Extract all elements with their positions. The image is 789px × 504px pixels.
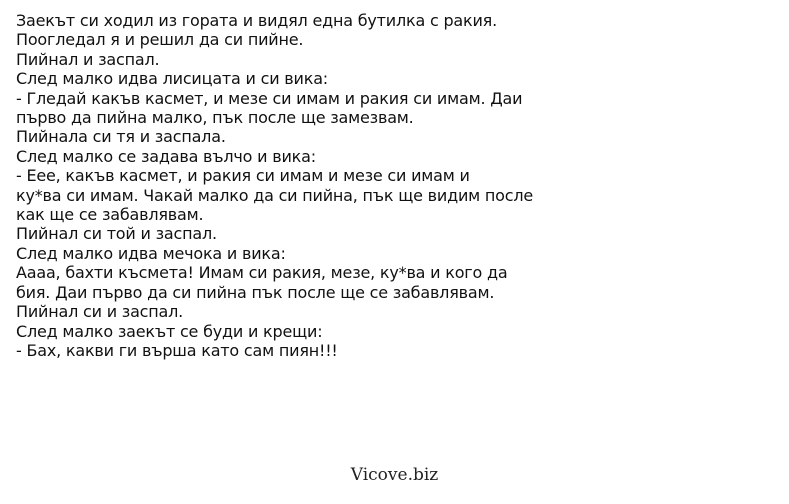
text-line: първо да пийна малко, пък после ще замезвам. bbox=[16, 108, 414, 128]
text-line: След малко идва лисицата и си вика: bbox=[16, 69, 328, 89]
text-line: Аааа, бахти късмета! Имам си ракия, мезе, ку*ва и кого да bbox=[16, 263, 508, 283]
text-line: Пийнал си той и заспал. bbox=[16, 224, 217, 244]
text-line: Поогледал я и решил да си пийне. bbox=[16, 30, 304, 50]
site-watermark: Vicove.biz bbox=[350, 465, 439, 485]
text-line: След малко заекът се буди и крещи: bbox=[16, 321, 323, 341]
text-line: Пийнал си и заспал. bbox=[16, 302, 184, 322]
text-line: След малко идва мечока и вика: bbox=[16, 243, 286, 263]
text-line: бия. Даи първо да си пийна пък после ще се забавлявам. bbox=[16, 282, 495, 302]
text-line: Заекът си ходил из гората и видял една бутилка с ракия. bbox=[16, 11, 497, 30]
text-line: - Бах, какви ги върша като сам пиян!!! bbox=[16, 340, 338, 360]
text-line: - Гледай какъв касмет, и мезе си имам и ракия си имам. Даи bbox=[16, 88, 523, 108]
text-line: Пийнала си тя и заспала. bbox=[16, 127, 226, 147]
text-line: ку*ва си имам. Чакай малко да си пийна, пък ще видим после bbox=[16, 185, 534, 205]
text-line: как ще се забавлявам. bbox=[16, 205, 204, 225]
text-line: - Еее, какъв касмет, и ракия си имам и мезе си имам и bbox=[16, 166, 470, 186]
text-line: Пийнал и заспал. bbox=[16, 49, 160, 69]
joke-text bbox=[16, 11, 781, 360]
text-line: След малко се задава вълчо и вика: bbox=[16, 146, 316, 166]
